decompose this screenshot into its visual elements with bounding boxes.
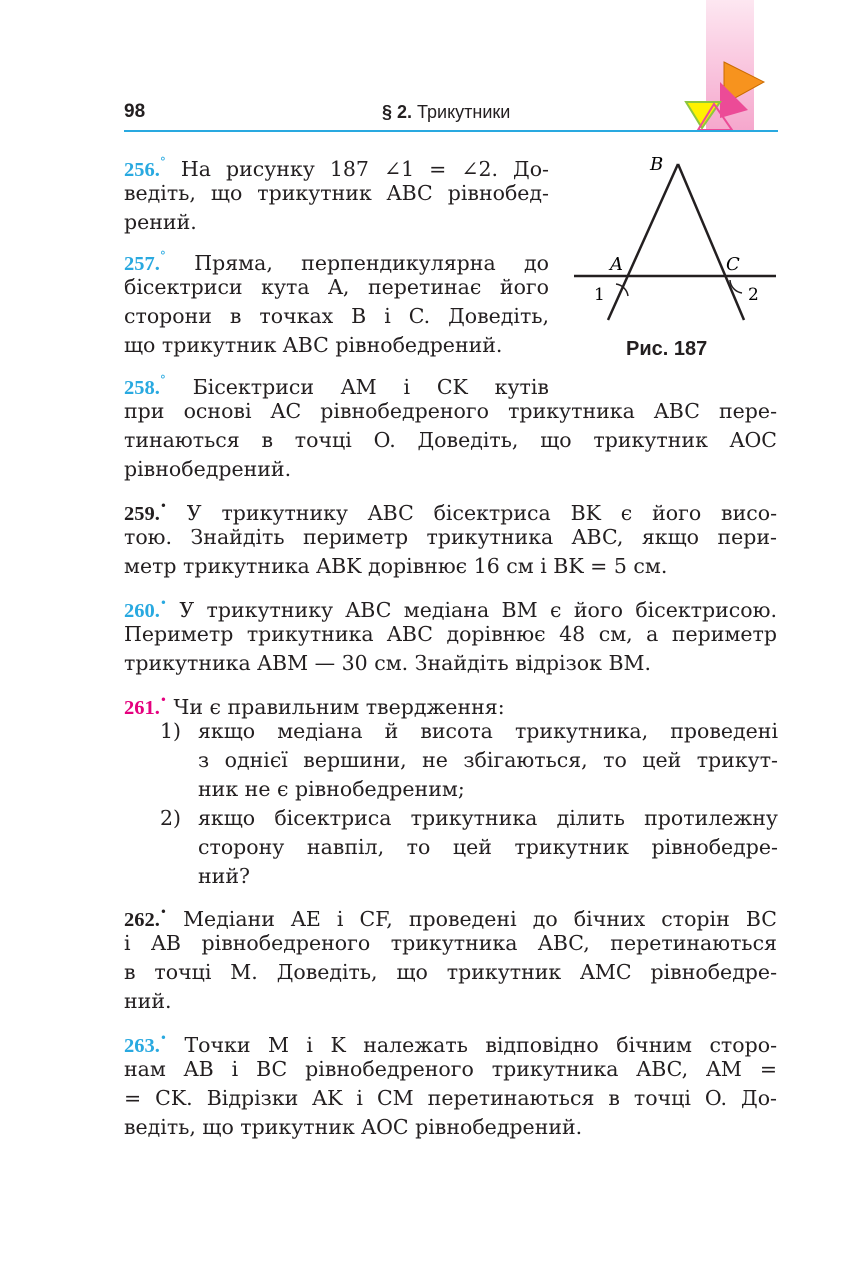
difficulty-mark: ° bbox=[159, 249, 166, 263]
problem-text: ний? bbox=[198, 864, 250, 888]
problem-text: і AB рівнобедреного трикутника ABC, перетинаються bbox=[124, 931, 777, 955]
problem-line bbox=[124, 688, 777, 717]
problem-line bbox=[124, 900, 777, 929]
list-item-body bbox=[198, 804, 778, 891]
difficulty-mark: ° bbox=[159, 373, 166, 387]
difficulty-mark: • bbox=[159, 905, 167, 919]
problem-text: У трикутнику ABC медіана BM є його бісектрисою. bbox=[179, 597, 777, 622]
section-name: Трикутники bbox=[417, 102, 511, 122]
problem-text: рівнобедрений. bbox=[124, 457, 292, 481]
list-marker: 1) bbox=[160, 719, 182, 743]
problem-number: 261. bbox=[124, 696, 160, 719]
page-number: 98 bbox=[124, 101, 146, 122]
problem-line bbox=[124, 591, 777, 620]
side-bc bbox=[678, 164, 744, 320]
figure-caption: Рис. 187 bbox=[626, 338, 708, 360]
problem-line bbox=[124, 1026, 777, 1055]
problem-text: Точки M і K належать відповідно бічним сторо- bbox=[184, 1032, 777, 1057]
problem-number: 256. bbox=[124, 158, 160, 181]
label-b: B bbox=[650, 154, 664, 175]
problem-text: якщо бісектриса трикутника ділить протилежну bbox=[198, 806, 778, 830]
difficulty-mark: ° bbox=[159, 155, 166, 169]
section-mark: § 2. bbox=[382, 102, 413, 122]
difficulty-mark: • bbox=[159, 693, 167, 707]
problem-text: сторони в точках B і C. Доведіть, bbox=[124, 304, 549, 328]
problem-text: = CK. Відрізки AK і CM перетинаються в точці O. До- bbox=[124, 1086, 777, 1110]
problem-258 bbox=[124, 368, 777, 484]
problem-text: ник не є рівнобедреним; bbox=[198, 777, 465, 801]
problem-text: рений. bbox=[124, 210, 197, 234]
problem-text: ведіть, що трикутник AOC рівнобедрений. bbox=[124, 1115, 583, 1139]
problem-text: Бісектриси AM і CK кутів bbox=[192, 374, 549, 399]
problem-text: з однієї вершини, не збігаються, то цей трикут- bbox=[198, 748, 778, 772]
side-ab bbox=[608, 164, 678, 320]
problem-text: при основі AC рівнобедреного трикутника ABC пере- bbox=[124, 399, 777, 423]
problem-263 bbox=[124, 1026, 777, 1142]
section-title bbox=[382, 102, 510, 123]
difficulty-mark: • bbox=[159, 596, 167, 610]
problem-number: 262. bbox=[124, 908, 160, 931]
problem-259 bbox=[124, 494, 777, 581]
problem-261 bbox=[124, 688, 777, 717]
problem-text: в точці M. Доведіть, що трикутник AMC рівнобедре- bbox=[124, 960, 777, 984]
problem-text: сторону навпіл, то цей трикутник рівнобедре- bbox=[198, 835, 778, 859]
problem-text: трикутника ABM — 30 см. Знайдіть відрізок BM. bbox=[124, 651, 652, 675]
figure-187 bbox=[570, 150, 780, 330]
difficulty-mark: • bbox=[159, 499, 167, 513]
label-angle-1: 1 bbox=[594, 285, 605, 305]
problem-text: На рисунку 187 ∠1 = ∠2. До- bbox=[180, 156, 549, 181]
problem-number: 257. bbox=[124, 252, 160, 275]
problem-text: Чи є правильним твердження: bbox=[173, 694, 505, 719]
problem-257 bbox=[124, 244, 549, 360]
problem-256 bbox=[124, 150, 549, 237]
problem-text: тинаються в точці O. Доведіть, що трикутник AOC bbox=[124, 428, 777, 452]
problem-text: тою. Знайдіть периметр трикутника ABC, якщо пери- bbox=[124, 525, 777, 549]
problem-line bbox=[124, 244, 549, 273]
problem-text: ний. bbox=[124, 989, 172, 1013]
problem-text: метр трикутника ABK дорівнює 16 см і BK = 5 см. bbox=[124, 554, 668, 578]
list-marker: 2) bbox=[160, 806, 182, 830]
problem-text: Пряма, перпендикулярна до bbox=[194, 250, 549, 275]
list-item-body bbox=[198, 717, 778, 804]
problem-text: Медіани AE і CF, проведені до бічних сторін BC bbox=[183, 906, 777, 931]
label-a: A bbox=[610, 254, 623, 275]
difficulty-mark: • bbox=[159, 1031, 167, 1045]
header-rule bbox=[124, 130, 778, 132]
label-angle-2: 2 bbox=[748, 285, 759, 305]
problem-number: 263. bbox=[124, 1034, 160, 1057]
problem-number: 259. bbox=[124, 502, 160, 525]
problem-line bbox=[124, 494, 777, 523]
triangle-ornament-icon bbox=[684, 52, 780, 134]
problem-text: бісектриси кута A, перетинає його bbox=[124, 275, 549, 299]
problem-number: 258. bbox=[124, 376, 160, 399]
problem-text: Периметр трикутника ABC дорівнює 48 см, а периметр bbox=[124, 622, 777, 646]
problem-text: якщо медіана й висота трикутника, проведені bbox=[198, 719, 778, 743]
problem-line bbox=[124, 368, 549, 397]
problem-line bbox=[124, 150, 549, 179]
problem-text: що трикутник ABC рівнобедрений. bbox=[124, 333, 503, 357]
problem-text: ведіть, що трикутник ABC рівнобед- bbox=[124, 181, 549, 205]
label-c: C bbox=[726, 254, 740, 275]
problem-262 bbox=[124, 900, 777, 1016]
problem-260 bbox=[124, 591, 777, 678]
problem-number: 260. bbox=[124, 599, 160, 622]
problem-text: У трикутнику ABC бісектриса BK є його висо- bbox=[186, 500, 777, 525]
problem-text: нам AB і BC рівнобедреного трикутника ABC, AM = bbox=[124, 1057, 777, 1081]
